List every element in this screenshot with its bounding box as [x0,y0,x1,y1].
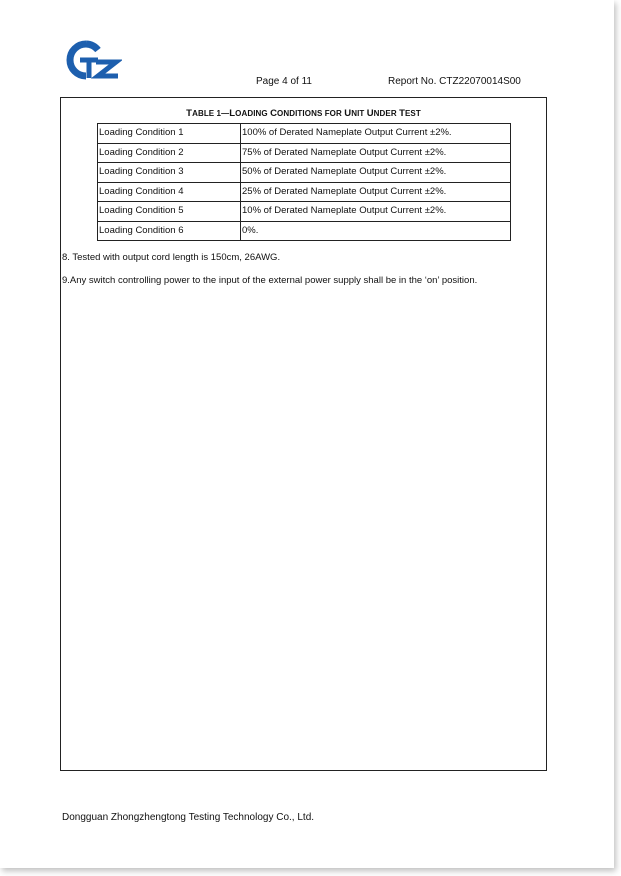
table-row [98,124,511,144]
value-cell: 10% of Derated Nameplate Output Current ±2%. [241,202,511,222]
condition-cell: Loading Condition 3 [98,163,241,183]
content-frame [60,97,547,771]
report-number: Report No. CTZ22070014S00 [388,76,521,87]
table-title-part: ONDITIONS FOR [277,109,345,118]
value-cell: 50% of Derated Nameplate Output Current ±2%. [241,163,511,183]
loading-conditions-table [97,123,511,241]
value-cell: 25% of Derated Nameplate Output Current ±2%. [241,182,511,202]
table-title-part: U [366,108,374,119]
table-title [61,108,546,119]
value-cell: 0%. [241,221,511,241]
table-row [98,163,511,183]
table-title-part: L [229,108,236,119]
table-row [98,221,511,241]
note-8: 8. Tested with output cord length is 150cm, 26AWG. [62,252,281,263]
condition-cell: Loading Condition 2 [98,143,241,163]
table-title-part: C [270,108,278,119]
ctz-logo-icon [62,38,122,82]
value-cell: 100% of Derated Nameplate Output Current ±2%. [241,124,511,144]
table-title-part: OADING [235,109,271,118]
table-title-part: ABLE 1— [192,109,230,118]
table-title-part: T [186,108,193,119]
footer-company: Dongguan Zhongzhengtong Testing Technology Co., Ltd. [62,812,315,823]
table-row [98,143,511,163]
table-title-part: U [344,108,352,119]
table-row [98,202,511,222]
condition-cell: Loading Condition 6 [98,221,241,241]
table-row [98,182,511,202]
note-9: 9.Any switch controlling power to the input of the external power supply shall be in the ‘on’ position. [62,275,478,286]
condition-cell: Loading Condition 1 [98,124,241,144]
table-title-part: NIT [351,109,367,118]
condition-cell: Loading Condition 5 [98,202,241,222]
page-number: Page 4 of 11 [256,76,312,87]
table-title-part: T [399,108,405,119]
table-title-part: EST [404,109,421,118]
condition-cell: Loading Condition 4 [98,182,241,202]
table-title-part: NDER [373,109,400,118]
value-cell: 75% of Derated Nameplate Output Current ±2%. [241,143,511,163]
